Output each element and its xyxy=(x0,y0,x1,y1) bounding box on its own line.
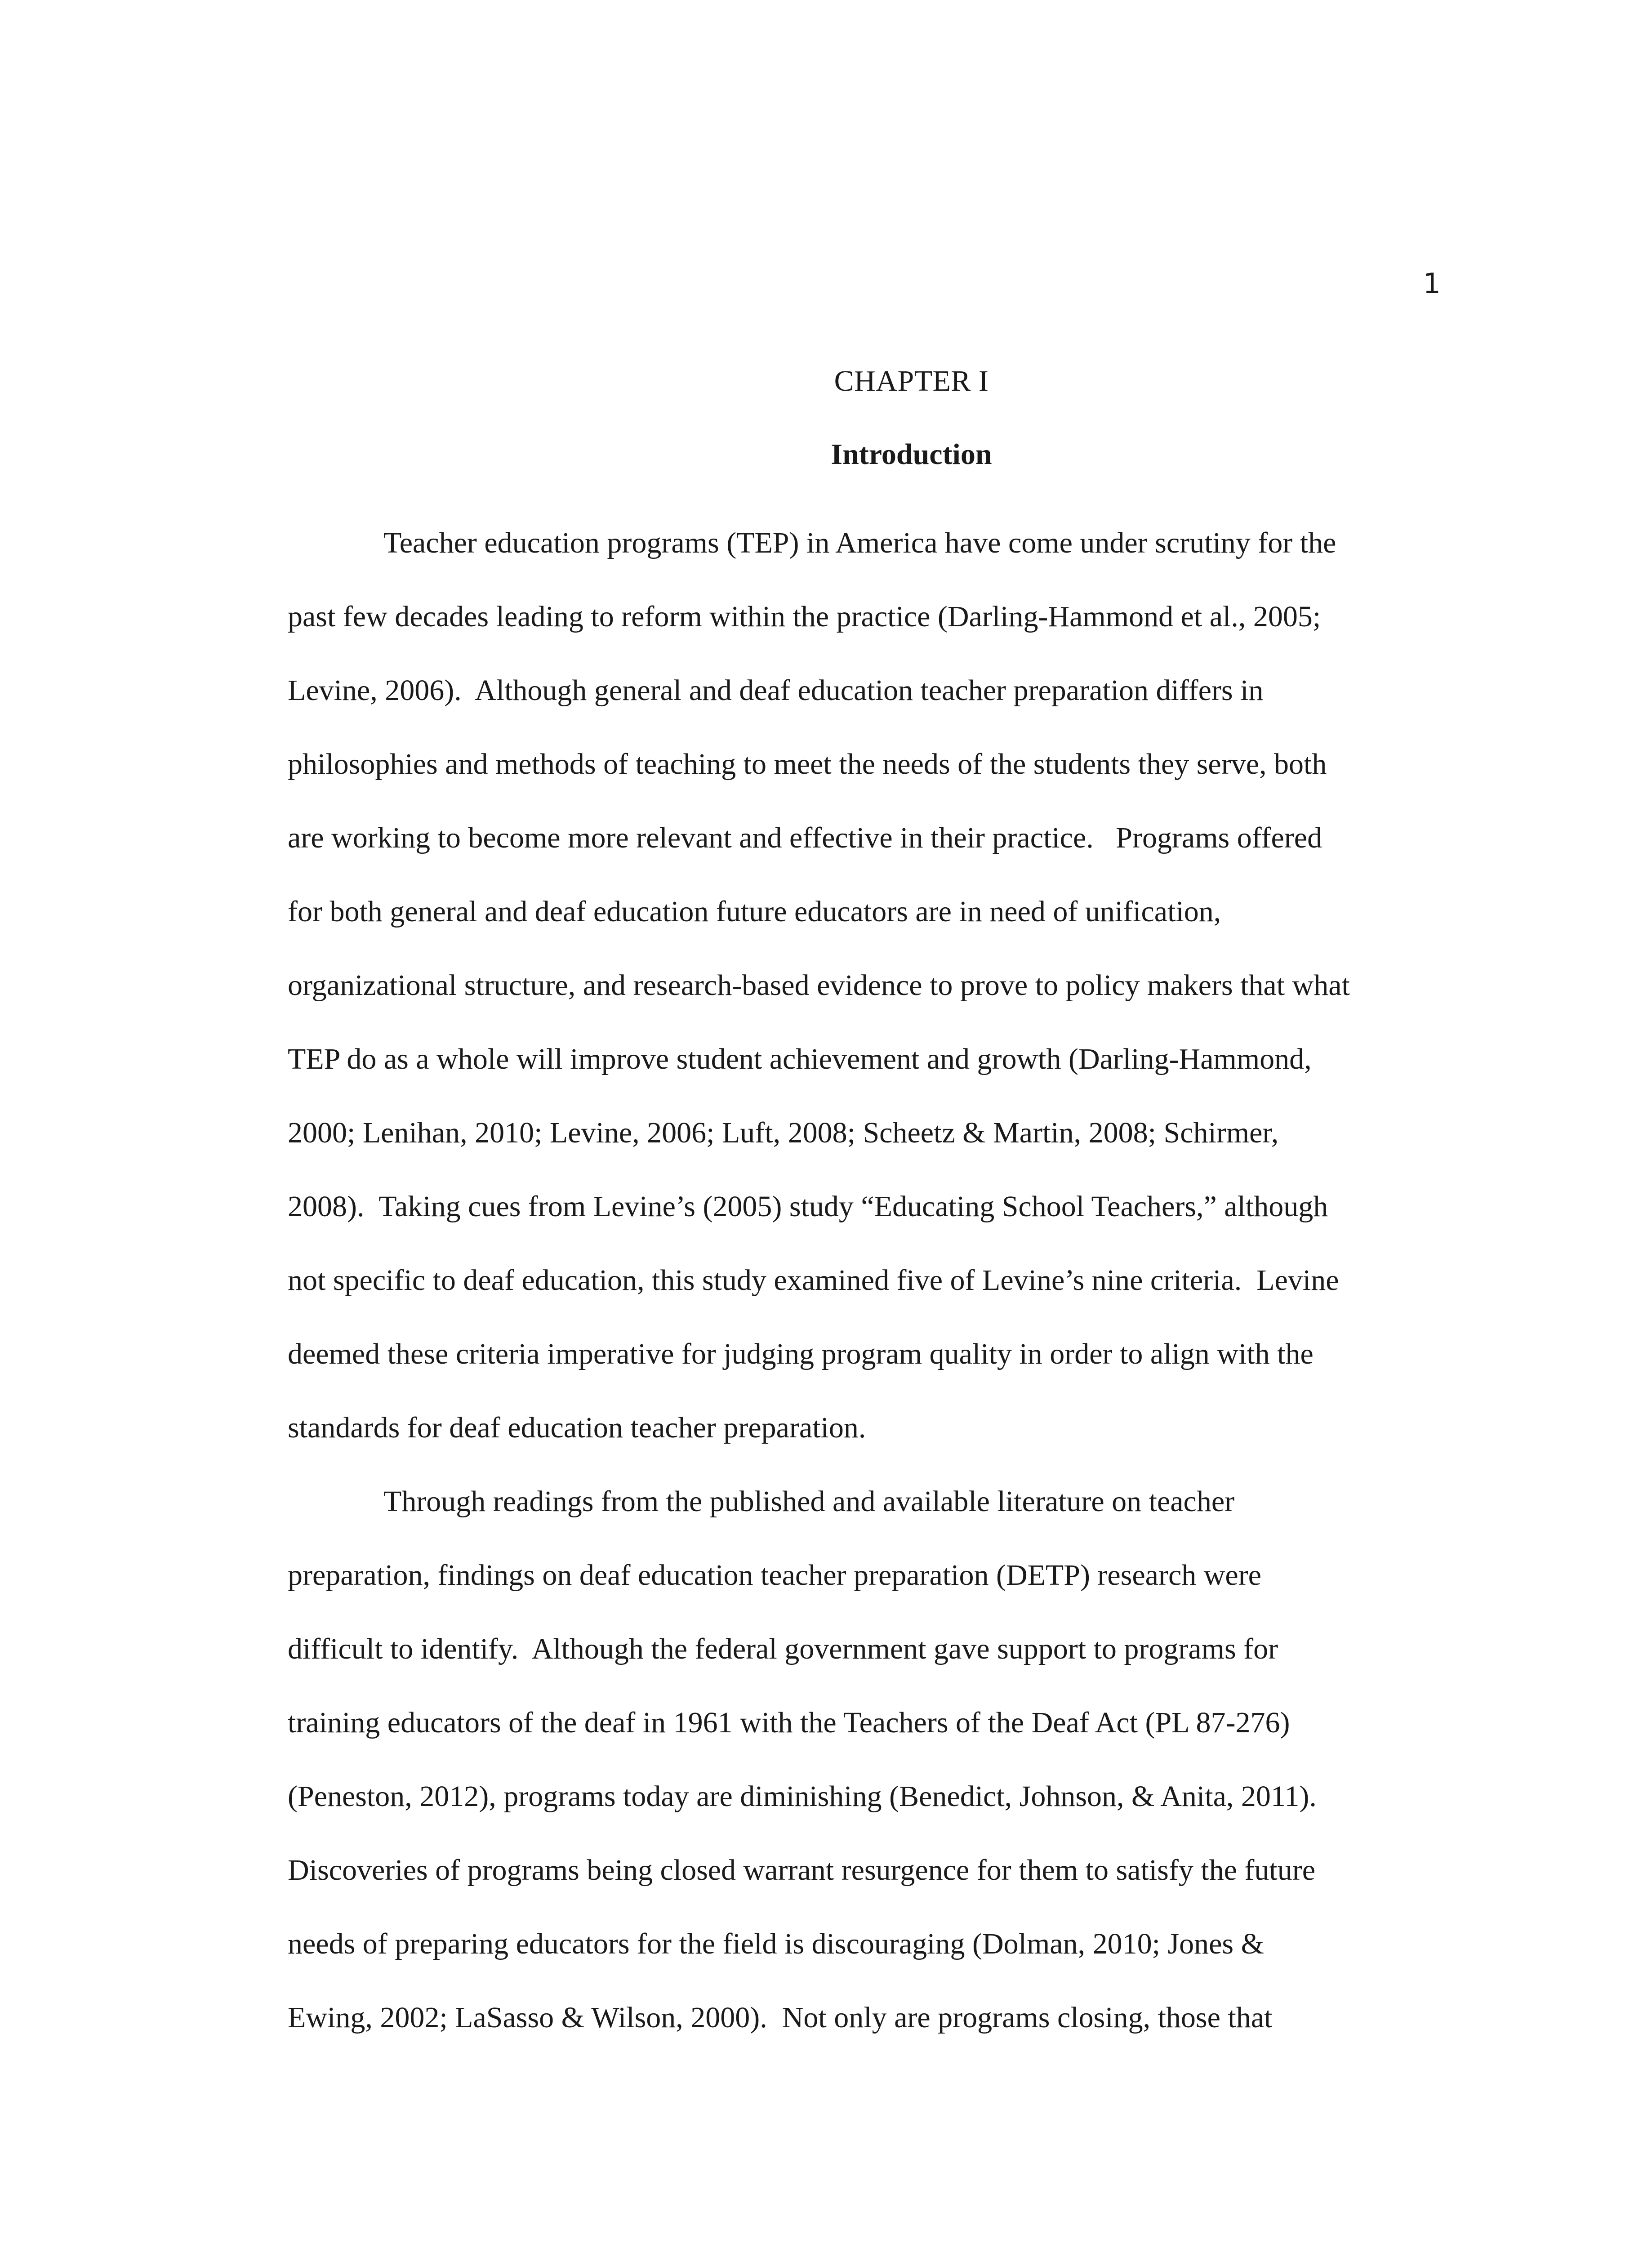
paragraph-2-line-2: preparation, findings on deaf education teacher preparation (DETP) research were xyxy=(288,1559,1261,1592)
paragraph-2-line-5: (Peneston, 2012), programs today are diminishing (Benedict, Johnson, & Anita, 2011). xyxy=(288,1780,1317,1813)
paragraph-1-line-3: Levine, 2006). Although general and deaf education teacher preparation differs in xyxy=(288,674,1264,707)
paragraph-1-line-4: philosophies and methods of teaching to meet the needs of the students they serve, both xyxy=(288,748,1327,781)
paragraph-2-line-1: Through readings from the published and available literature on teacher xyxy=(383,1485,1235,1518)
paragraph-1-line-5: are working to become more relevant and effective in their practice. Programs offered xyxy=(288,821,1322,854)
paragraph-1-line-2: past few decades leading to reform within the practice (Darling-Hammond et al., 2005; xyxy=(288,600,1321,633)
paragraph-1-line-10: 2008). Taking cues from Levine’s (2005) study “Educating School Teachers,” although xyxy=(288,1190,1328,1223)
chapter-title: Introduction xyxy=(831,438,992,471)
paragraph-2-line-8: Ewing, 2002; LaSasso & Wilson, 2000). Not only are programs closing, those that xyxy=(288,2001,1273,2034)
paragraph-1-line-13: standards for deaf education teacher preparation. xyxy=(288,1411,866,1444)
paragraph-1-line-8: TEP do as a whole will improve student achievement and growth (Darling-Hammond, xyxy=(288,1043,1312,1075)
paragraph-2-line-7: needs of preparing educators for the field is discouraging (Dolman, 2010; Jones & xyxy=(288,1927,1264,1960)
paragraph-2-line-6: Discoveries of programs being closed warrant resurgence for them to satisfy the future xyxy=(288,1854,1316,1887)
paragraph-1-line-9: 2000; Lenihan, 2010; Levine, 2006; Luft, 2008; Scheetz & Martin, 2008; Schirmer, xyxy=(288,1116,1279,1149)
chapter-label: CHAPTER I xyxy=(834,365,989,397)
paragraph-1-line-1: Teacher education programs (TEP) in America have come under scrutiny for the xyxy=(383,526,1336,559)
paragraph-2-line-4: training educators of the deaf in 1961 with the Teachers of the Deaf Act (PL 87-276) xyxy=(288,1706,1290,1739)
paragraph-1-line-11: not specific to deaf education, this study examined five of Levine’s nine criteria. Levine xyxy=(288,1264,1339,1297)
page-number: 1 xyxy=(1423,267,1441,300)
paragraph-1-line-7: organizational structure, and research-based evidence to prove to policy makers that what xyxy=(288,969,1350,1002)
paragraph-2-line-3: difficult to identify. Although the federal government gave support to programs for xyxy=(288,1632,1278,1665)
paragraph-1-line-6: for both general and deaf education future educators are in need of unification, xyxy=(288,895,1221,928)
body-text xyxy=(288,506,1438,2055)
paragraph-1-line-12: deemed these criteria imperative for judging program quality in order to align with the xyxy=(288,1338,1314,1370)
